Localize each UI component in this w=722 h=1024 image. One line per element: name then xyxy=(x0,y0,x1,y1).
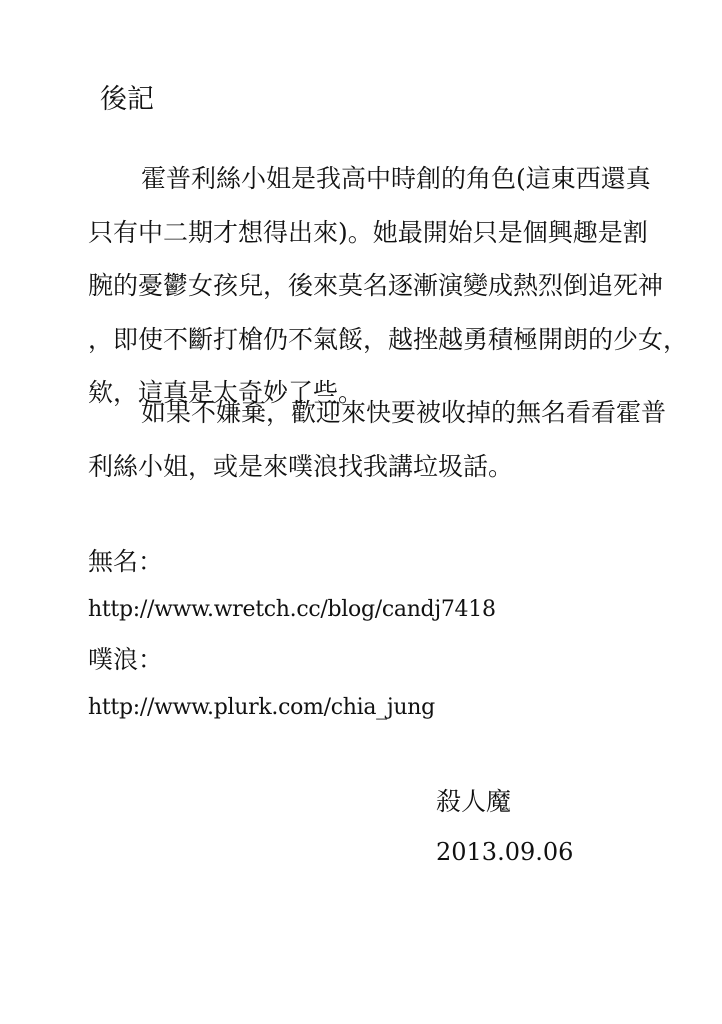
wuming-url: http://www.wretch.cc/blog/candj7418 xyxy=(88,597,496,622)
paragraph-2-line-1: 如果不嫌棄，歡迎來快要被收掉的無名看看霍普 xyxy=(141,398,667,427)
paragraph-2 xyxy=(88,386,667,493)
plurk-label: 噗浪： xyxy=(88,645,164,674)
paragraph-1-line-4: ，即使不斷打槍仍不氣餒，越挫越勇積極開朗的少女， xyxy=(88,324,689,354)
paragraph-1-line-5: 欸，這真是太奇妙了些。 xyxy=(88,378,364,407)
paragraph-1 xyxy=(88,152,689,420)
paragraph-1-line-3: 腕的憂鬱女孩兒，後來莫名逐漸演變成熱烈倒追死神 xyxy=(88,271,664,300)
plurk-url: http://www.plurk.com/chia_jung xyxy=(88,695,435,720)
author-signature: 殺人魔 xyxy=(436,787,512,816)
afterword-title: 後記 xyxy=(100,84,154,115)
paragraph-1-line-2: 只有中二期才想得出來)。她最開始只是個興趣是割 xyxy=(88,217,648,247)
wuming-label: 無名： xyxy=(88,547,164,576)
paragraph-1-line-1: 霍普利絲小姐是我高中時創的角色(這東西還真 xyxy=(141,164,651,193)
signature-date: 2013.09.06 xyxy=(436,838,574,866)
paragraph-2-line-2: 利絲小姐，或是來噗浪找我講垃圾話。 xyxy=(88,451,514,481)
